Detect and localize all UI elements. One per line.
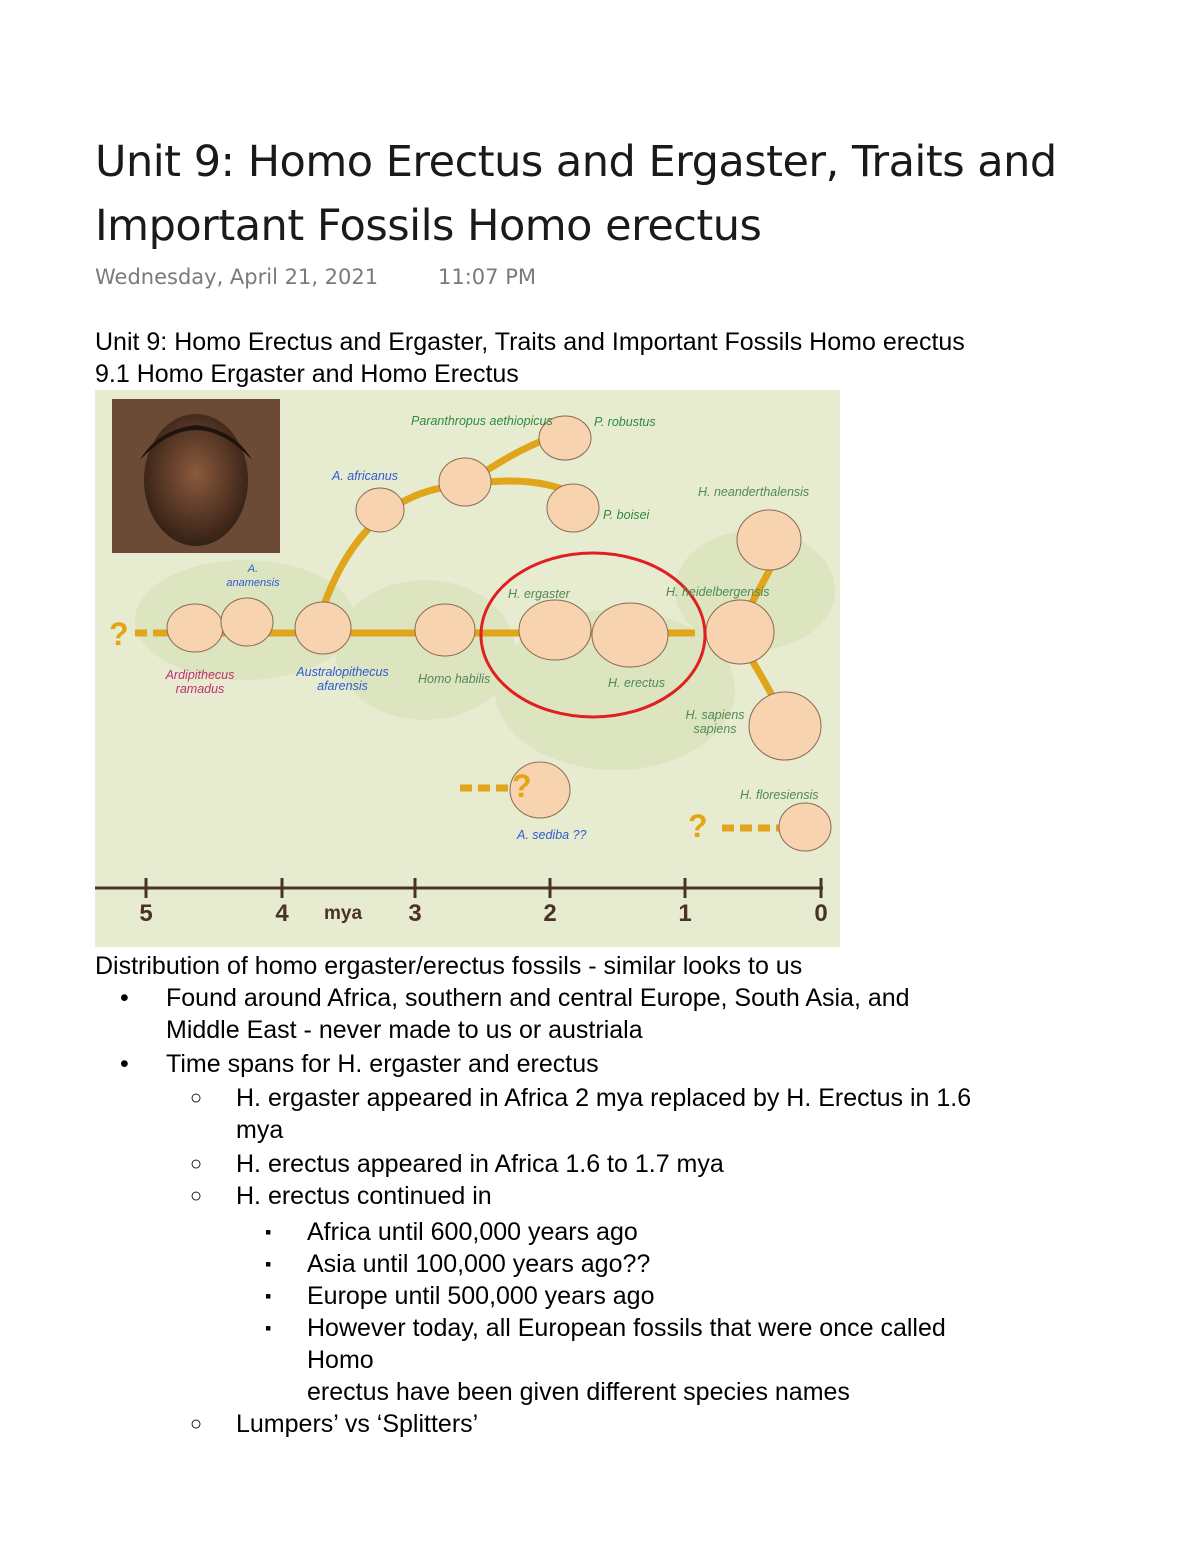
bullet-square-icon: ▪ — [265, 1318, 272, 1338]
label-h-ergaster: H. ergaster — [508, 587, 570, 601]
skull-icon — [749, 692, 821, 760]
label-a-anamensis: A. anamensis — [226, 563, 280, 589]
list-item-continued: erectus have been given different species names — [307, 1378, 850, 1406]
bullet-circle-icon: ○ — [190, 1185, 203, 1207]
label-p-robustus: P. robustus — [594, 415, 656, 429]
body-heading: Unit 9: Homo Erectus and Ergaster, Traits and Important Fossils Homo erectus — [95, 328, 965, 356]
list-item: However today, all European fossils that were once called — [307, 1314, 946, 1342]
list-item-continued: mya — [236, 1116, 284, 1144]
skull-icon — [167, 604, 223, 652]
note-time: 11:07 PM — [438, 265, 536, 289]
homo-erectus-reconstruction-image — [112, 399, 280, 553]
list-item: Africa until 600,000 years ago — [307, 1218, 638, 1246]
skull-icon — [592, 603, 668, 667]
bullet-circle-icon: ○ — [190, 1087, 203, 1109]
axis-unit-label: mya — [324, 903, 363, 924]
axis-tick-label: 1 — [678, 900, 692, 927]
label-a-sediba: A. sediba ?? — [517, 828, 587, 842]
axis-tick-label: 5 — [139, 900, 153, 927]
label-ardipithecus-ramadus: Ardipithecus ramadus — [165, 668, 235, 696]
list-item: H. erectus continued in — [236, 1182, 492, 1210]
bullet-disc-icon: • — [120, 1050, 129, 1078]
question-mark-sediba: ? — [512, 768, 532, 804]
list-item-continued: Homo — [307, 1346, 374, 1374]
axis-tick-label: 4 — [275, 900, 289, 927]
page-title: Unit 9: Homo Erectus and Ergaster, Traits and Important Fossils Homo erectus — [95, 137, 1057, 251]
label-h-sapiens-sapiens: H. sapiens sapiens — [685, 708, 745, 736]
label-h-neanderthalensis: H. neanderthalensis — [698, 485, 810, 499]
hominin-evolution-diagram — [95, 390, 840, 947]
bullet-disc-icon: • — [120, 984, 129, 1012]
label-australopithecus-afarensis: Australopithecus afarensis — [296, 665, 389, 693]
notes-intro: Distribution of homo ergaster/erectus fossils - similar looks to us — [95, 952, 803, 980]
label-paranthropus-aethiopicus: Paranthropus aethiopicus — [411, 414, 553, 428]
question-mark-floresiensis: ? — [688, 808, 708, 844]
bullet-square-icon: ▪ — [265, 1222, 272, 1242]
bullet-square-icon: ▪ — [265, 1254, 272, 1274]
skull-icon — [415, 604, 475, 656]
axis-tick-label: 0 — [814, 900, 828, 927]
bullet-circle-icon: ○ — [190, 1153, 203, 1175]
label-a-africanus: A. africanus — [332, 469, 399, 483]
axis-tick-label: 3 — [408, 900, 422, 927]
list-item: H. erectus appeared in Africa 1.6 to 1.7 mya — [236, 1150, 724, 1178]
skull-icon — [779, 803, 831, 851]
label-p-boisei: P. boisei — [603, 508, 650, 522]
time-axis — [95, 878, 823, 898]
label-homo-habilis: Homo habilis — [418, 672, 491, 686]
label-h-floresiensis: H. floresiensis — [740, 788, 819, 802]
list-item-continued: Middle East - never made to us or austriala — [166, 1016, 643, 1044]
skull-icon — [547, 484, 599, 532]
list-item: Lumpers’ vs ‘Splitters’ — [236, 1410, 479, 1438]
question-mark-ardipithecus: ? — [109, 616, 129, 652]
bullet-circle-icon: ○ — [190, 1413, 203, 1435]
section-heading: 9.1 Homo Ergaster and Homo Erectus — [95, 360, 519, 388]
list-item: Time spans for H. ergaster and erectus — [166, 1050, 599, 1078]
skull-icon — [221, 598, 273, 646]
skull-icon — [737, 510, 801, 570]
list-item: Found around Africa, southern and central Europe, South Asia, and — [166, 984, 910, 1012]
axis-tick-label: 2 — [543, 900, 557, 927]
note-date: Wednesday, April 21, 2021 — [95, 265, 379, 289]
list-item: Europe until 500,000 years ago — [307, 1282, 655, 1310]
bullet-square-icon: ▪ — [265, 1286, 272, 1306]
label-h-heidelbergensis: H. heidelbergensis — [666, 585, 770, 599]
skull-icon — [295, 602, 351, 654]
list-item: Asia until 100,000 years ago?? — [307, 1250, 651, 1278]
skull-icon — [439, 458, 491, 506]
list-item: H. ergaster appeared in Africa 2 mya replaced by H. Erectus in 1.6 — [236, 1084, 972, 1112]
skull-icon — [356, 488, 404, 532]
skull-icon — [706, 600, 774, 664]
label-h-erectus: H. erectus — [608, 676, 665, 690]
skull-icon — [519, 600, 591, 660]
